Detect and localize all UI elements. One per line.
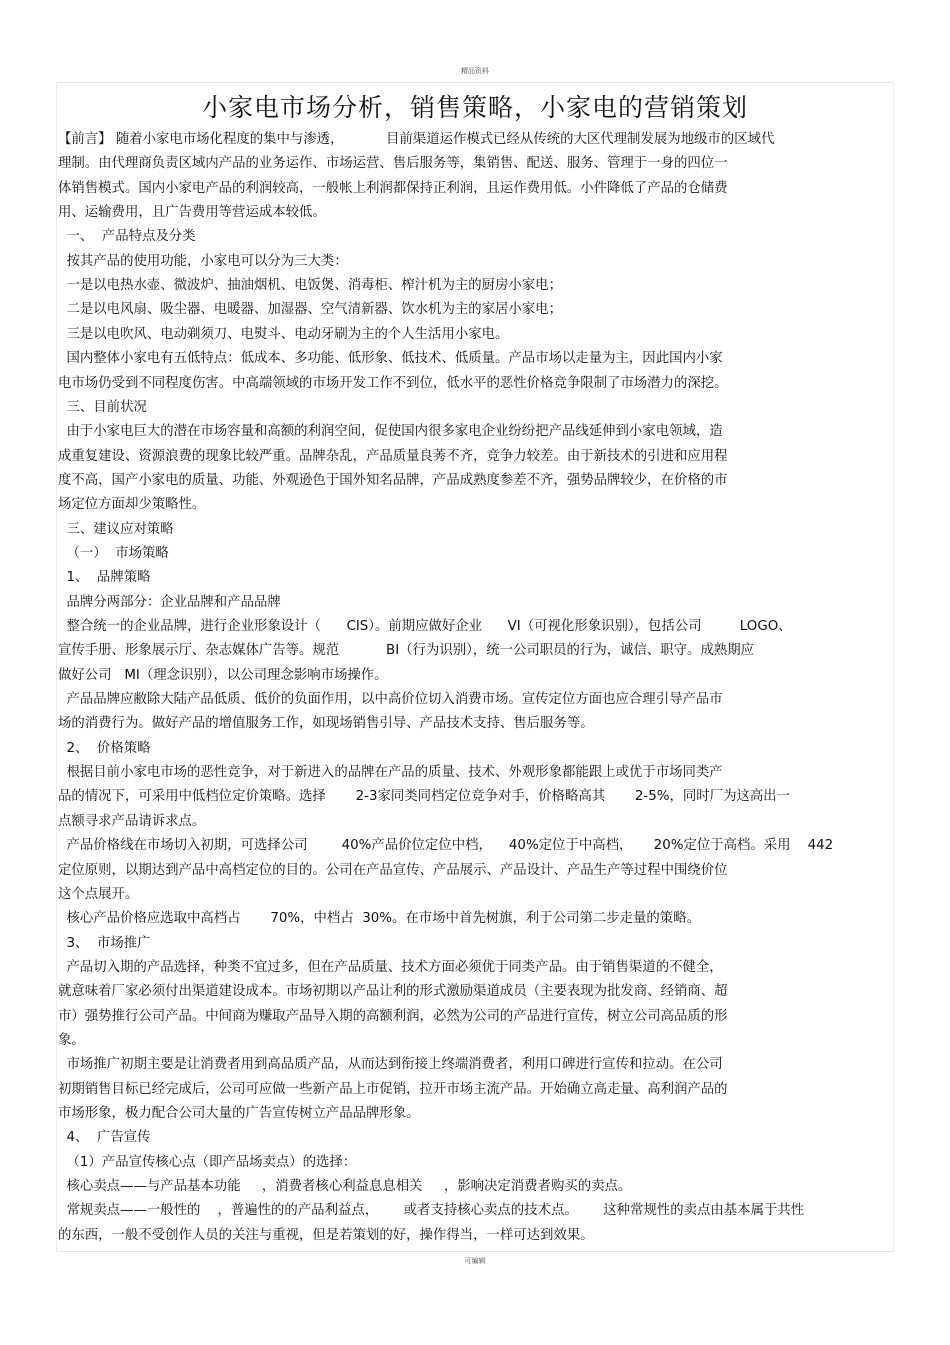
text-line: 3、 市场推广 <box>58 935 151 951</box>
header-note: 精品资料 <box>461 67 489 75</box>
text-line: 市场形象，极力配合公司大量的广告宣传树立产品品牌形象。 <box>58 1106 420 1121</box>
text-line: 一、 产品特点及分类 <box>58 229 196 245</box>
footer-note: 可编辑 <box>464 1257 486 1265</box>
text-line: 按其产品的使用功能，小家电可以分为三大类： <box>58 253 348 269</box>
text-line: 的东西，一般不受创作人员的关注与重视，但是若策划的好，操作得当，一样可达到效果。 <box>58 1227 594 1243</box>
text-line: 二是以电风扇、吸尘器、电暖器、加湿器、空气清新器、饮水机为主的家居小家电； <box>58 302 562 318</box>
text-line: 定位原则，以期达到产品中高档定位的目的。公司在产品宣传、产品展示、产品设计、产品生产等过程中围绕价位 <box>58 862 728 878</box>
text-line: 理制。由代理商负责区域内产品的业务运作、市场运营、售后服务等，集销售、配送、服务、管理于一身的四位一 <box>58 156 728 172</box>
text-line: 三、目前状况 <box>58 399 147 415</box>
text-line: 产品切入期的产品选择，种类不宜过多，但在产品质量、技术方面必须优于同类产品。由于销售渠道的不健全， <box>58 959 723 975</box>
text-line: 市场推广初期主要是让消费者用到高品质产品，从而达到衔接上终端消费者，利用口碑进行宣传和拉动。在公司 <box>58 1057 723 1073</box>
text-line: 1、 品牌策略 <box>58 570 151 586</box>
text-line: 根据目前小家电市场的恶性竞争，对于新进入的品牌在产品的质量、技术、外观形象都能跟上或优于市场同类产 <box>58 765 723 781</box>
text-line: 三、建议应对策略 <box>58 521 174 537</box>
text-line: 宣传手册、形象展示厅、杂志媒体广告等。规范 BI（行为识别），统一公司职员的行为，诚信、职守。成熟期应 <box>58 643 755 659</box>
text-line: 一是以电热水壶、微波炉、抽油烟机、电饭煲、消毒柜、榨汁机为主的厨房小家电； <box>58 278 562 294</box>
text-line: 品的情况下，可采用中低档位定价策略。选择 2-3家同类同档定位竞争对手，价格略高其 2-5%，同时厂为这高出一 <box>58 789 791 805</box>
text-line: 就意味着厂家必须付出渠道建设成本。市场初期以产品让利的形式激励渠道成员（主要表现为批发商、经销商、超 <box>58 984 728 1000</box>
text-line: 4、 广告宣传 <box>58 1130 151 1146</box>
text-line: 【前言】 随着小家电市场化程度的集中与渗透， 目前渠道运作模式已经从传统的大区代理制发展为地级市的区域代 <box>58 132 775 147</box>
document-title: 小家电市场分析，销售策略，小家电的营销策划 <box>201 93 748 122</box>
text-line: 点额寻求产品请诉求点。 <box>58 813 206 829</box>
text-line: 用、运输费用，且广告费用等营运成本较低。 <box>58 205 326 221</box>
text-line: 电市场仍受到不同程度伤害。中高端领域的市场开发工作不到位，低水平的恶性价格竞争限制了市场潜力的深挖。 <box>58 375 728 391</box>
text-line: 象。 <box>58 1032 85 1048</box>
text-line: 初期销售目标已经完成后，公司可应做一些新产品上市促销，拉开市场主流产品。开始确立高走量、高利润产品的 <box>58 1081 728 1097</box>
text-line: 整合统一的企业品牌，进行企业形象设计（ CIS）。前期应做好企业 VI（可视化形象识别），包括公司 LOGO、 <box>58 619 792 634</box>
text-line: （一） 市场策略 <box>58 545 169 561</box>
text-line: 品牌分两部分：企业品牌和产品品牌 <box>58 594 281 610</box>
text-line: 由于小家电巨大的潜在市场容量和高额的利润空间，促使国内很多家电企业纷纷把产品线延伸到小家电领域，造 <box>58 424 723 440</box>
text-line: 度不高，国产小家电的质量、功能、外观逊色于国外知名品牌，产品成熟度参差不齐，强势品牌较少，在价格的市 <box>58 472 728 488</box>
text-line: 产品品牌应敝除大陆产品低质、低价的负面作用，以中高价位切入消费市场。宣传定位方面也应合理引导产品市 <box>58 692 723 708</box>
text-line: 国内整体小家电有五低特点：低成本、多功能、低形象、低技术、低质量。产品市场以走量为主，因此国内小家 <box>58 351 723 367</box>
text-line: 常规卖点——一般性的 ，普遍性的的产品利益点， 或者支持核心卖点的技术点。 这种常规性的卖点由基本属于共性 <box>58 1203 805 1219</box>
text-line: 场的消费行为。做好产品的增值服务工作，如现场销售引导、产品技术支持、售后服务等。 <box>58 716 594 732</box>
text-line: 这个点展开。 <box>58 886 139 902</box>
text-line: 成重复建设、资源浪费的现象比较严重。品牌杂乱，产品质量良莠不齐，竞争力较差。由于新技术的引进和应用程 <box>58 448 728 464</box>
text-line: 2、 价格策略 <box>58 740 151 756</box>
text-line: 核心产品价格应选取中高档占 70%，中档占 30%。在市场中首先树旗，利于公司第二步走量的策略。 <box>58 911 700 927</box>
text-line: （1）产品宣传核心点（即产品场卖点）的选择： <box>58 1154 357 1170</box>
text-line: 市）强势推行公司产品。中间商为赚取产品导入期的高额利润，必然为公司的产品进行宣传，树立公司高品质的形 <box>58 1008 728 1024</box>
text-line: 场定位方面却少策略性。 <box>58 497 206 513</box>
text-line: 核心卖点——与产品基本功能 ，消费者核心利益息息相关 ，影响决定消费者购买的卖点。 <box>58 1179 632 1195</box>
text-line: 产品价格线在市场切入初期，可选择公司 40%产品价位定位中档， 40%定位于中高档， 20%定位于高档。采用 442 <box>58 838 834 854</box>
text-line: 三是以电吹风、电动剃须刀、电熨斗、电动牙刷为主的个人生活用小家电。 <box>58 326 509 342</box>
text-line: 体销售模式。国内小家电产品的利润较高，一般帐上利润都保持正利润，且运作费用低。小件降低了产品的仓储费 <box>58 180 728 196</box>
text-line: 做好公司 MI（理念识别），以公司理念影响市场操作。 <box>58 667 388 683</box>
